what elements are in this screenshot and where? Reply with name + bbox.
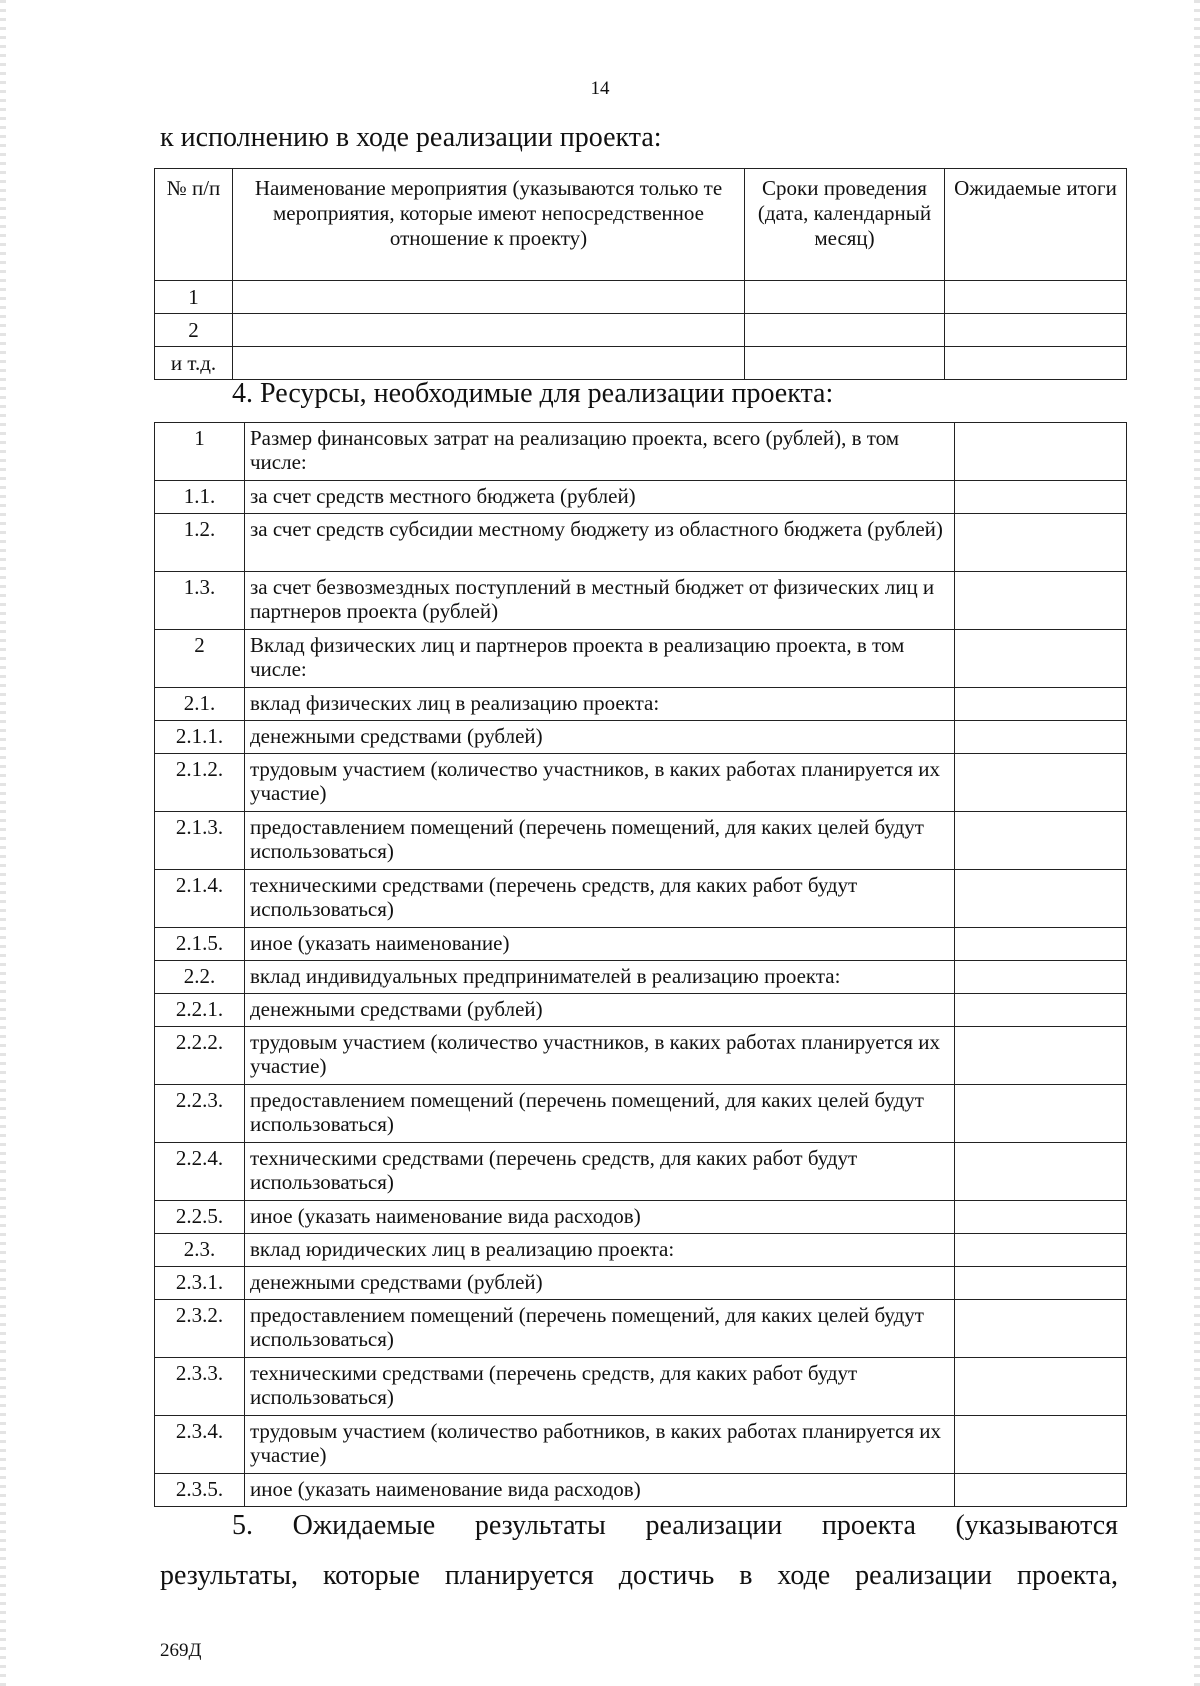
- table-row: [155, 1474, 1127, 1507]
- row-description: за счет средств местного бюджета (рублей): [245, 481, 955, 514]
- table-row: [155, 314, 1127, 347]
- row-description: денежными средствами (рублей): [245, 1267, 955, 1300]
- row-description: техническими средствами (перечень средств, для каких работ будут использоваться): [245, 1358, 955, 1416]
- header-expected-results: Ожидаемые итоги: [945, 169, 1127, 281]
- row-value-cell: [955, 1300, 1127, 1358]
- table-row: [155, 481, 1127, 514]
- table-row: [155, 994, 1127, 1027]
- row-value-cell: [955, 481, 1127, 514]
- cell-event-name: [233, 281, 745, 314]
- row-description: техническими средствами (перечень средств, для каких работ будут использоваться): [245, 870, 955, 928]
- section-4-heading: 4. Ресурсы, необходимые для реализации проекта:: [232, 378, 834, 409]
- row-value-cell: [955, 1416, 1127, 1474]
- table-row: [155, 1234, 1127, 1267]
- table-row: [155, 572, 1127, 630]
- row-value-cell: [955, 630, 1127, 688]
- page-number: 14: [590, 78, 610, 99]
- row-description: денежными средствами (рублей): [245, 721, 955, 754]
- scan-edge-right: [1194, 0, 1200, 1686]
- row-description: иное (указать наименование вида расходов): [245, 1474, 955, 1507]
- row-number: 2.3.: [155, 1234, 245, 1267]
- row-description: трудовым участием (количество участников, в каких работах планируется их участие): [245, 754, 955, 812]
- row-number: 2.3.4.: [155, 1416, 245, 1474]
- header-event-name: Наименование мероприятия (указываются только те мероприятия, которые имеют непосредственное отношение к проекту): [233, 169, 745, 281]
- cell-expected-results: [945, 314, 1127, 347]
- section-3-heading-continuation: к исполнению в ходе реализации проекта:: [160, 122, 662, 153]
- cell-event-name: [233, 314, 745, 347]
- row-number: 2.1.4.: [155, 870, 245, 928]
- row-number: 2.1.3.: [155, 812, 245, 870]
- row-number: 2.3.2.: [155, 1300, 245, 1358]
- row-description: за счет средств субсидии местному бюджету из областного бюджета (рублей): [245, 514, 955, 572]
- row-value-cell: [955, 928, 1127, 961]
- row-value-cell: [955, 1143, 1127, 1201]
- row-value-cell: [955, 870, 1127, 928]
- row-value-cell: [955, 1085, 1127, 1143]
- cell-event-name: [233, 347, 745, 380]
- cell-expected-results: [945, 281, 1127, 314]
- row-description: предоставлением помещений (перечень помещений, для каких целей будут использоваться): [245, 812, 955, 870]
- cell-timing: [745, 314, 945, 347]
- table-row: [155, 812, 1127, 870]
- row-number: 2.1.5.: [155, 928, 245, 961]
- row-number: 1.2.: [155, 514, 245, 572]
- table-row: [155, 928, 1127, 961]
- row-value-cell: [955, 1474, 1127, 1507]
- row-value-cell: [955, 688, 1127, 721]
- row-number: 2: [155, 630, 245, 688]
- document-code: 269Д: [160, 1640, 202, 1661]
- row-description: денежными средствами (рублей): [245, 994, 955, 1027]
- row-value-cell: [955, 961, 1127, 994]
- row-description: техническими средствами (перечень средств, для каких работ будут использоваться): [245, 1143, 955, 1201]
- scan-edge-left: [0, 0, 6, 1686]
- header-timing: Сроки проведения (дата, календарный месяц): [745, 169, 945, 281]
- row-number: 2.2.3.: [155, 1085, 245, 1143]
- row-description: Вклад физических лиц и партнеров проекта в реализацию проекта, в том числе:: [245, 630, 955, 688]
- table-row: [155, 423, 1127, 481]
- row-number: 2.2.2.: [155, 1027, 245, 1085]
- table-row: [155, 870, 1127, 928]
- row-value-cell: [955, 514, 1127, 572]
- cell-timing: [745, 281, 945, 314]
- table-row: [155, 1267, 1127, 1300]
- row-number: 2.1.2.: [155, 754, 245, 812]
- table-row: [155, 688, 1127, 721]
- cell-expected-results: [945, 347, 1127, 380]
- row-number: 2.1.: [155, 688, 245, 721]
- row-number: 1: [155, 423, 245, 481]
- row-description: Размер финансовых затрат на реализацию проекта, всего (рублей), в том числе:: [245, 423, 955, 481]
- row-number: и т.д.: [155, 347, 233, 380]
- row-number: 2.2.: [155, 961, 245, 994]
- row-value-cell: [955, 1267, 1127, 1300]
- table-row: [155, 1300, 1127, 1358]
- row-number: 1.3.: [155, 572, 245, 630]
- row-description: вклад физических лиц в реализацию проекта:: [245, 688, 955, 721]
- table-row: [155, 1143, 1127, 1201]
- table-row: [155, 1027, 1127, 1085]
- row-number: 2.3.5.: [155, 1474, 245, 1507]
- events-table-header-row: [155, 169, 1127, 281]
- table-row: [155, 961, 1127, 994]
- section-5-line-2: результаты, которые планируется достичь в ходе реализации проекта,: [160, 1560, 1118, 1591]
- header-number: № п/п: [155, 169, 233, 281]
- row-value-cell: [955, 994, 1127, 1027]
- row-value-cell: [955, 721, 1127, 754]
- row-description: за счет безвозмездных поступлений в местный бюджет от физических лиц и партнеров проекта (рублей): [245, 572, 955, 630]
- table-row: [155, 514, 1127, 572]
- table-row: [155, 721, 1127, 754]
- row-description: иное (указать наименование вида расходов): [245, 1201, 955, 1234]
- table-row: [155, 630, 1127, 688]
- row-number: 2.2.4.: [155, 1143, 245, 1201]
- row-number: 2.3.3.: [155, 1358, 245, 1416]
- resources-table: [154, 422, 1127, 1507]
- row-number: 2.2.5.: [155, 1201, 245, 1234]
- table-row: [155, 1085, 1127, 1143]
- row-value-cell: [955, 1234, 1127, 1267]
- row-description: предоставлением помещений (перечень помещений, для каких целей будут использоваться): [245, 1085, 955, 1143]
- row-value-cell: [955, 1201, 1127, 1234]
- row-value-cell: [955, 423, 1127, 481]
- row-value-cell: [955, 572, 1127, 630]
- section-5-line-1: 5. Ожидаемые результаты реализации проекта (указываются: [232, 1510, 1118, 1541]
- table-row: [155, 1201, 1127, 1234]
- table-row: [155, 1358, 1127, 1416]
- row-value-cell: [955, 812, 1127, 870]
- row-description: иное (указать наименование): [245, 928, 955, 961]
- table-row: [155, 1416, 1127, 1474]
- table-row: [155, 347, 1127, 380]
- row-description: вклад юридических лиц в реализацию проекта:: [245, 1234, 955, 1267]
- table-row: [155, 754, 1127, 812]
- row-number: 1.1.: [155, 481, 245, 514]
- row-number: 2.1.1.: [155, 721, 245, 754]
- events-table: [154, 168, 1127, 380]
- cell-timing: [745, 347, 945, 380]
- row-description: трудовым участием (количество участников, в каких работах планируется их участие): [245, 1027, 955, 1085]
- row-value-cell: [955, 1027, 1127, 1085]
- table-row: [155, 281, 1127, 314]
- row-value-cell: [955, 1358, 1127, 1416]
- row-number: 1: [155, 281, 233, 314]
- row-number: 2.2.1.: [155, 994, 245, 1027]
- row-value-cell: [955, 754, 1127, 812]
- row-description: трудовым участием (количество работников, в каких работах планируется их участие): [245, 1416, 955, 1474]
- row-number: 2: [155, 314, 233, 347]
- row-description: вклад индивидуальных предпринимателей в реализацию проекта:: [245, 961, 955, 994]
- row-number: 2.3.1.: [155, 1267, 245, 1300]
- row-description: предоставлением помещений (перечень помещений, для каких целей будут использоваться): [245, 1300, 955, 1358]
